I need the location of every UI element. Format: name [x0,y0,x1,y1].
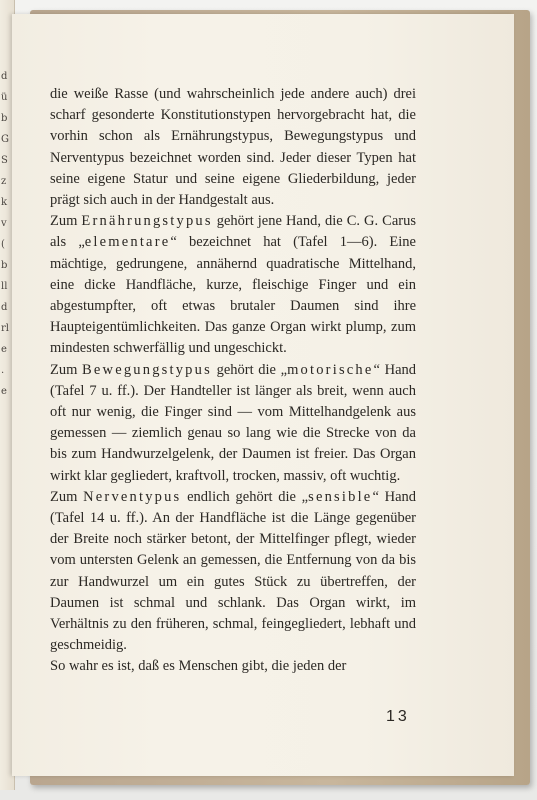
previous-page-fragment: ü [1,92,8,103]
paragraph-rest: “ Hand (Tafel 7 u. ff.). Der Handteller ist länger als breit, wenn auch oft nur wenig, die Finger sind — vom Mittelhandgelenk aus gemessen — ziemlich genau so lang wie die Strecke von da bis zum Handwurzelgelenk, der Daumen ist freier. Das Organ wirkt klar gegliedert, kraftvoll, trocken, massiv, oft wuchtig. [50,361,417,484]
paragraph-lead: Zum [50,488,84,505]
paragraph-bewegungstypus [50,360,416,487]
paragraph-lead: Zum [50,361,83,378]
previous-page-fragment: rl [1,323,9,334]
previous-page-fragment: e [1,386,7,397]
paragraph-ernaehrungstypus [50,211,416,359]
previous-page-fragment: d [1,302,8,313]
paragraph-nerventypus [50,487,416,657]
paragraph-lead: Zum [50,213,82,230]
previous-page-fragment: S [1,155,8,166]
previous-page-fragment: e [1,344,7,355]
previous-page-fragment: v [1,218,7,229]
paragraph-mid: gehört jene Hand, die C. G. Carus als „ [50,213,416,251]
spaced-term: motorische [287,361,374,378]
spaced-term: Nerventypus [83,488,182,505]
body-text [50,84,416,678]
paragraph-text: die weiße Rasse (und wahrscheinlich jede andere auch) drei scharf gesonderte Konstitutionstypen hervorgebracht hat, die vorhin schon als Ernährungstypus, Bewegungstypus und Nerventypus bezeichnet worden sind. Jeder dieser Typen hat seine eigene Statur und seine eigene Gliederbildung, jeder prägt sich auch in der Handgestalt aus. [50,86,416,209]
previous-page-fragment: d [1,71,8,82]
page-number: 13 [386,708,410,725]
paragraph-rest: “ Hand (Tafel 14 u. ff.). An der Handfläche ist die Länge gegenüber der Breite noch stärker betont, der Mittelfinger pflegt, wieder vom untersten Gelenk an gemessen, die Entfernung von da bis zur Handwurzel um ein gutes Stück zu übertreffen, der Daumen ist schmal und schlank. Das Organ wirkt, im Verhältnis zu den früheren, schmal, feingegliedert, lebhaft und geschmeidig. [50,488,417,654]
previous-page-fragment: ( [1,239,5,250]
paragraph-mid: gehört die „ [211,361,288,378]
paragraph-text: So wahr es ist, daß es Menschen gibt, die jeden der [50,658,347,675]
previous-page-fragment: z [1,176,7,187]
spaced-term: Bewegungstypus [82,361,212,378]
spaced-term: Ernährungstypus [81,213,213,230]
previous-page-fragment: b [1,113,8,124]
previous-page-fragment: k [1,197,8,208]
paragraph-mid: endlich gehört die „ [181,488,309,505]
paragraph-rest: “ bezeichnet hat (Tafel 1—6). Eine mächtige, gedrungene, annähernd quadratische Mittelhand, eine dicke Handfläche, kurze, fleischige Finger und ein abgestumpfter, oft etwas brutaler Daumen sind ihre Haupteigentümlichkeiten. Das ganze Organ wirkt plump, zum mindesten schwerfällig und ungeschickt. [50,234,416,357]
previous-page-fragment: ll [1,281,8,292]
paragraph-closing [50,656,416,677]
spaced-term: sensible [308,488,373,505]
previous-page-fragment: G [1,134,9,145]
paragraph-intro [50,84,416,211]
previous-page-fragment: b [1,260,8,271]
previous-page-fragment: . [1,365,5,376]
spaced-term: elementare [84,234,171,251]
book-page [12,14,514,776]
